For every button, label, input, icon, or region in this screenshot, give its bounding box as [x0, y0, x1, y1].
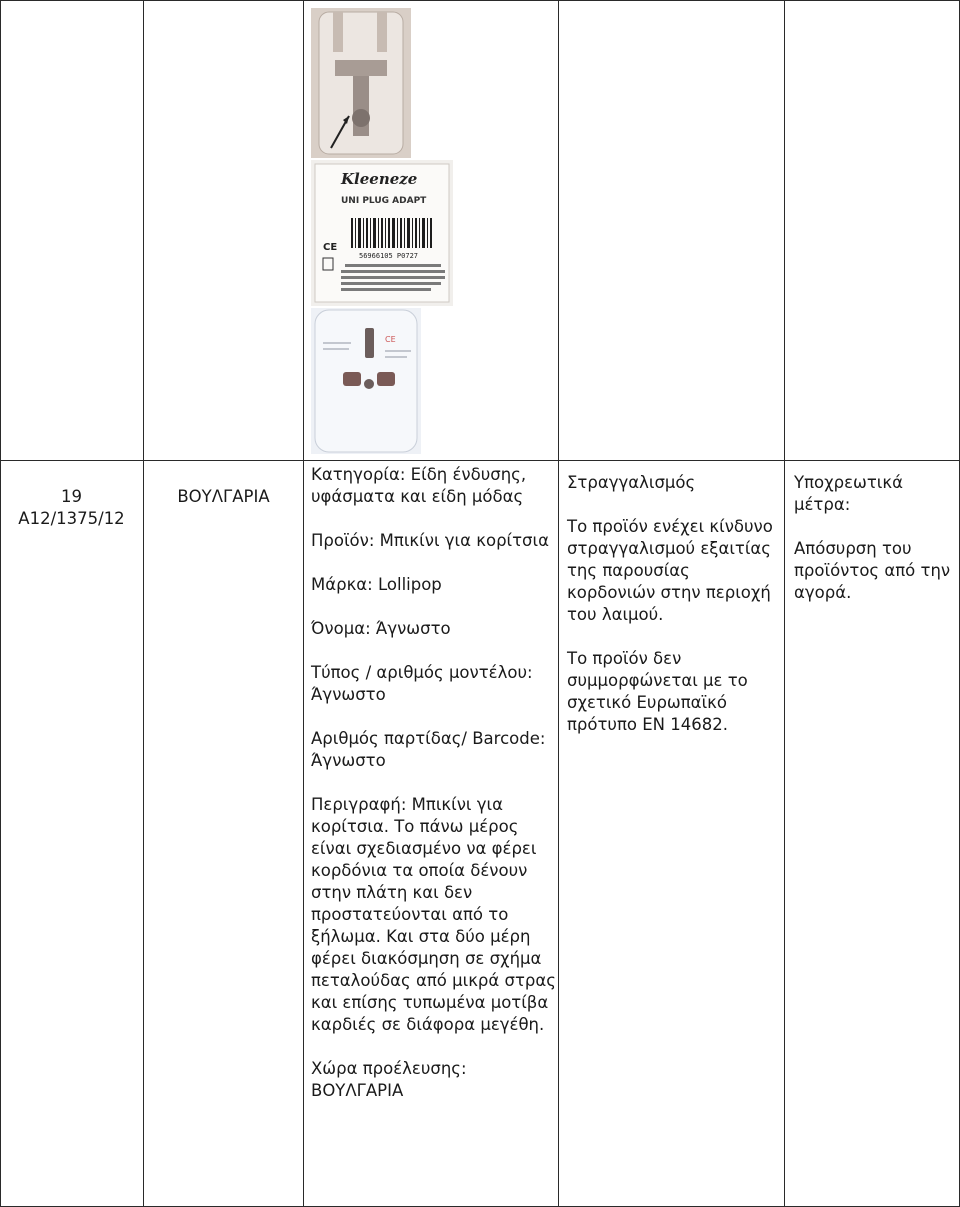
label-brand: Kleeneze — [341, 170, 418, 188]
product-description: Περιγραφή: Μπικίνι για κορίτσια. Το πάνω μέρος είναι σχεδιασμένο να φέρει κορδόνια τα οποία δένουν στην πλάτη και δεν προστατεύονται από το ξήλωμα. Και στα δύο μέρη φέρει διακόσμηση σε σχήμα πεταλούδας από μικρά στρας και επίσης τυπωμένα μοτίβα καρδιές σε διάφορα μεγέθη. — [311, 795, 556, 1034]
row-number-cell — [0, 486, 143, 530]
risk-reason: Το προϊόν ενέχει κίνδυνο στραγγαλισμού εξαιτίας της παρουσίας κορδονιών στην περιοχή του λαιμού. — [567, 517, 773, 624]
col-divider-3 — [558, 0, 559, 1207]
label-product: UNI PLUG ADAPT — [341, 196, 427, 206]
row-divider — [0, 460, 960, 461]
row-number: 19 — [61, 487, 82, 506]
svg-text:CE: CE — [385, 335, 396, 344]
product-origin: Χώρα προέλευσης: ΒΟΥΛΓΑΡΙΑ — [311, 1059, 467, 1100]
product-photo-adapter-front — [311, 308, 421, 454]
product-type: Προϊόν: Μπικίνι για κορίτσια — [311, 531, 549, 550]
notifying-country: ΒΟΥΛΓΑΡΙΑ — [177, 487, 270, 506]
product-photo-adapter-top — [311, 8, 411, 158]
product-details-cell — [311, 464, 556, 1102]
risk-cell — [567, 472, 781, 736]
label-barcode-number: 56966105 P0727 — [359, 252, 419, 260]
country-cell — [144, 486, 303, 508]
ce-mark: CE — [323, 242, 338, 253]
table-border-left — [0, 0, 1, 1207]
product-category: Κατηγορία: Είδη ένδυσης, υφάσματα και είδη μόδας — [311, 465, 527, 506]
measures-text: Απόσυρση του προϊόντος από την αγορά. — [794, 539, 951, 602]
measures-label: Υποχρεωτικά μέτρα: — [794, 473, 903, 514]
col-divider-2 — [303, 0, 304, 1207]
product-name: Όνομα: Άγνωστο — [311, 619, 451, 638]
product-brand: Μάρκα: Lollipop — [311, 575, 442, 594]
risk-standard: Το προϊόν δεν συμμορφώνεται με το σχετικό Ευρωπαϊκό πρότυπο EN 14682. — [567, 649, 748, 734]
risk-type: Στραγγαλισμός — [567, 473, 696, 492]
table-border-top — [0, 0, 960, 1]
col-divider-1 — [143, 0, 144, 1207]
product-model: Τύπος / αριθμός μοντέλου: Άγνωστο — [311, 663, 533, 704]
col-divider-4 — [784, 0, 785, 1207]
measures-cell — [794, 472, 956, 604]
row-reference: A12/1375/12 — [18, 509, 125, 528]
product-label-photo — [311, 160, 453, 306]
product-barcode: Αριθμός παρτίδας/ Barcode: Άγνωστο — [311, 729, 546, 770]
